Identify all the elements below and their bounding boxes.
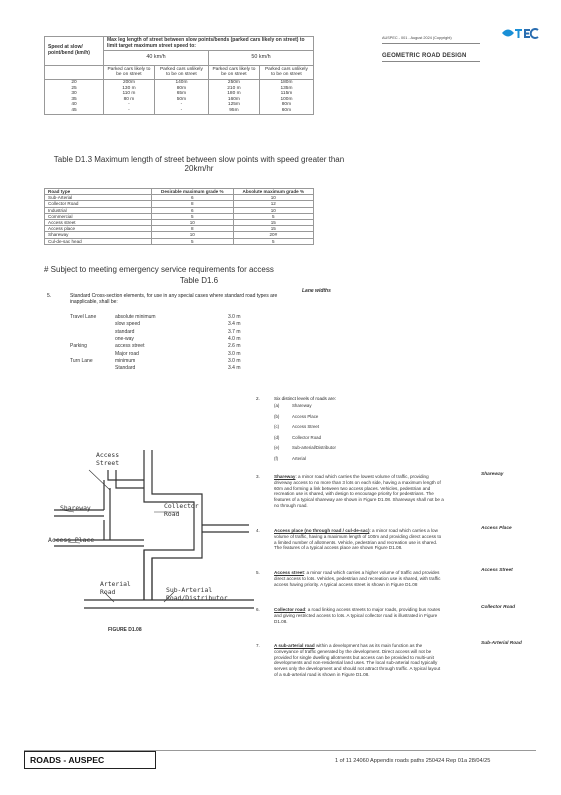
footer-page-info: 1 of 11 24060 Appendix roads paths 250424 Rep 01a 28/04/25 [335,758,491,764]
definition-text [274,607,444,624]
table-row [45,108,314,114]
table-cell: 15 [233,226,313,232]
definition-body: : a minor road which carries the lowest volume of traffic, providing driveway access to no more than 3 lots on each side, having a maximum length of 60m and forming a link between two access places. Vehicles, pedestrian and recreation use is shared, with design to encourage priority for pedestrians. The features of a typical shareway are shown in Figure D1.08. Shareways shall not be a no through road. [274,474,444,508]
lane-width-item: slow speed [115,321,141,328]
label-access-street: Street [96,459,120,467]
access-place-line [104,516,110,540]
definition-body: : a minor road which carries a low volume of traffic, having a maximum length of 100m and providing direct access to a limited number of allotments. Vehicle, pedestrian and recreation use is shared. The features of a typical access place are shown Figure D1.08. [274,528,442,551]
table-cell: 20 [45,79,104,85]
label-arterial: Arterial [100,580,131,588]
header-speed: Speed at slow/ point/bend (km/h) [45,37,104,66]
table-cell: 135m [259,86,313,92]
table-cell: 5 [152,238,234,244]
table-cell: 45 [45,108,104,114]
lane-width-val: 3.0 m [228,314,241,320]
access-street-line [116,470,144,488]
table-cell: 35 [45,97,104,103]
lane-width-val: 3.4 m [228,321,241,328]
table-cell: 8 [152,226,234,232]
clause-number: 7. [256,643,260,648]
table-cell: 180 m [208,91,259,97]
definition-term: Access street [274,570,304,575]
table-cell: 210 m [208,86,259,92]
clause-number: 2. [256,396,260,401]
clause-number: 5. [47,293,52,299]
table-cell: 10 [233,207,313,213]
header-40: 40 km/h [104,51,209,66]
label-sub-arterial: Sub-Arterial [166,586,213,594]
clause-number: 5. [256,570,260,575]
lane-width-val: 4.0 m [228,335,241,342]
table-cell: 115m [259,91,313,97]
level-key: (c) [274,424,280,430]
table-cell: 12 [233,201,313,207]
table-cell: 10 [152,232,234,238]
table-cell: Sub-Arterial [45,195,152,201]
level-name: Arterial [292,456,306,461]
definition-text [274,474,444,509]
header-road-type: Road type [45,189,152,195]
level-key: (e) [274,445,280,451]
lane-width-cat: Parking [70,343,87,350]
side-heading: Collector Road [481,605,516,610]
level-key: (b) [274,413,280,419]
table-cell: 5 [152,213,234,219]
grade-table [44,188,314,245]
table-cell: 200m [104,79,155,85]
clause-text: Six distinct levels of roads are: [274,396,337,401]
definition-text [274,528,444,551]
table-cell: 6 [152,195,234,201]
table-cell: 5 [233,238,313,244]
definition-term: Shareway [274,474,296,479]
clause-number: 3. [256,474,260,479]
table-cell: 40 [45,102,104,108]
label-access-place: Access Place [48,536,95,544]
subheader: Parked cars likely to be on street [104,65,155,79]
subheader: Parked cars unlikely to be on street [259,65,313,79]
label-sub-arterial: Road/Distributor [166,594,228,602]
sub-arterial-line [144,550,152,600]
table-cell: 80m [154,86,208,92]
lane-width-item: standard [115,328,135,335]
table-cell: 8 [152,201,234,207]
table-cell: 80 m [104,97,155,103]
table-cell: 95m [208,108,259,114]
table-cell: Shareway [45,232,152,238]
lane-width-item: Standard [115,365,136,372]
lane-width-item: one-way [115,335,134,342]
lane-width-val: 2.6 m [228,343,241,350]
side-heading: Shareway [481,472,504,477]
header-reference: AUSPEC - 001 - August 2024 (Copyright) [382,36,452,40]
table-cell: 15 [233,220,313,226]
footer-label: ROADS - AUSPEC [30,755,105,765]
level-key: (d) [274,434,280,440]
label-access-street: Access [96,451,120,459]
leader-line [89,470,110,490]
figure-caption: FIGURE D1.08 [108,627,142,633]
definition-text [274,643,444,678]
label-arterial: Road [100,588,116,596]
table-cell: - [154,108,208,114]
side-heading: Lane widths [302,288,331,294]
logo-e [524,29,530,38]
lane-width-cat: Turn Lane [70,357,93,364]
header-title: GEOMETRIC ROAD DESIGN [382,53,467,59]
lane-width-val: 3.7 m [228,328,241,335]
logo-mark [502,30,514,37]
table-cell: 130 m [104,86,155,92]
table-cell: 30 [45,91,104,97]
lane-width-item: absolute minimum [115,314,156,320]
table-cell: 5 [233,213,313,219]
table-cell: 180m [259,79,313,85]
company-logo [500,26,540,40]
table-cell: 50m [154,97,208,103]
subheader: Parked cars likely to be on street [208,65,259,79]
level-name: Shareway [292,403,312,408]
table-cell: - [104,108,155,114]
clause-number: 4. [256,528,260,533]
table-cell: Access place [45,226,152,232]
header-blank [45,65,104,79]
level-name: Access Place [292,413,319,419]
table-cell: 20# [233,232,313,238]
max-length-table [44,36,314,115]
clause-number: 6. [256,607,260,612]
lane-width-item: minimum [115,357,136,364]
access-street-line [108,470,144,480]
logo-c [531,29,538,38]
table-cell: 60m [259,108,313,114]
header-desirable: Desirable maximum grade % [152,189,234,195]
table-note: # Subject to meeting emergency service requirements for access [44,265,274,274]
lane-width-cat: Travel Lane [70,314,97,320]
table-cell: - [104,102,155,108]
table-cell: 160m [208,97,259,103]
definition-term: Collector road [274,607,306,612]
table-cell: 10 [152,220,234,226]
logo-bar [518,29,520,38]
table-cell: 250m [208,79,259,85]
table-cell: 80m [259,102,313,108]
road-hierarchy-diagram [44,450,254,620]
clause-text: Standard Cross-section elements, for use in any special cases where standard road types are inapplicable, shall be: [70,293,278,306]
header-rule [382,43,480,44]
lane-width-val: 3.4 m [228,365,241,372]
definition-body: within a development has as its main function as the conveyance of traffic generated by the development. Direct access will not be provided for single dwelling allotments but access can be provided to multi-unit developments and non-residential land uses. The local sub-arterial road typically serves only the development and should not attract through traffic. A typical layout of a sub-arterial road is shown in Figure D1.08. [274,643,441,677]
header-group: Max leg length of street between slow points/bends (parked cars likely on street) to limit target maximum street speed to: [104,37,314,51]
table-cell: Collector Road [45,201,152,207]
definition-term: A sub-arterial road [274,643,315,648]
definition-text [274,570,444,587]
table-cell: Access street [45,220,152,226]
level-name: Collector Road [292,434,322,440]
table-cell: Cul-de-sac head [45,238,152,244]
side-heading: Sub-Arterial Road [481,641,522,646]
table-cell: Industrial [45,207,152,213]
level-name: Access Street [292,424,320,430]
table-cell: Commercial [45,213,152,219]
label-collector: Road [164,510,180,518]
table-row [45,238,314,244]
label-collector: Collector [164,502,199,510]
table-cell: 125m [208,102,259,108]
subheader: Parked cars unlikely to be on street [154,65,208,79]
table-caption: Table D1.6 [179,276,219,285]
level-key: (f) [274,456,279,461]
lane-width-val: 3.0 m [228,357,241,364]
table-cell: - [154,102,208,108]
level-key: (a) [274,403,280,408]
lane-width-val: 3.0 m [228,350,241,357]
definition-body: : a minor road which carries a higher volume of traffic and provides direct access to lots. Vehicles, pedestrian and recreation use is shared, with traffic access having priority. A typical access street is shown in Figure D1.08 [274,570,441,587]
header-50: 50 km/h [208,51,313,66]
side-heading: Access Street [481,568,513,573]
side-road-line [202,525,249,532]
table-cell: 25 [45,86,104,92]
label-shareway: Shareway [60,504,91,512]
definition-body: : a road linking access streets to major roads, providing bus routes and giving restricted access to lots. A typical collector road is illustrated in Figure D1.08. [274,607,441,624]
table-cell: 100m [259,97,313,103]
header-rule [382,61,480,62]
table-cell: 10 [233,195,313,201]
header-absolute: Absolute maximum grade % [233,189,313,195]
lane-width-item: Major road [115,350,139,357]
lane-width-item: access street [115,343,145,350]
table-caption: Table D1.3 Maximum length of street between slow points with speed greater than 20km/hr [53,155,345,173]
table-cell: 110 m [104,91,155,97]
definition-term: Access place (no through road / cul-de-sac) [274,528,370,533]
table-cell: 140m [154,79,208,85]
level-name: Sub-arterial/Distributor [292,445,336,451]
table-cell: 6 [152,207,234,213]
table-cell: 65m [154,91,208,97]
side-heading: Access Place [481,526,512,531]
